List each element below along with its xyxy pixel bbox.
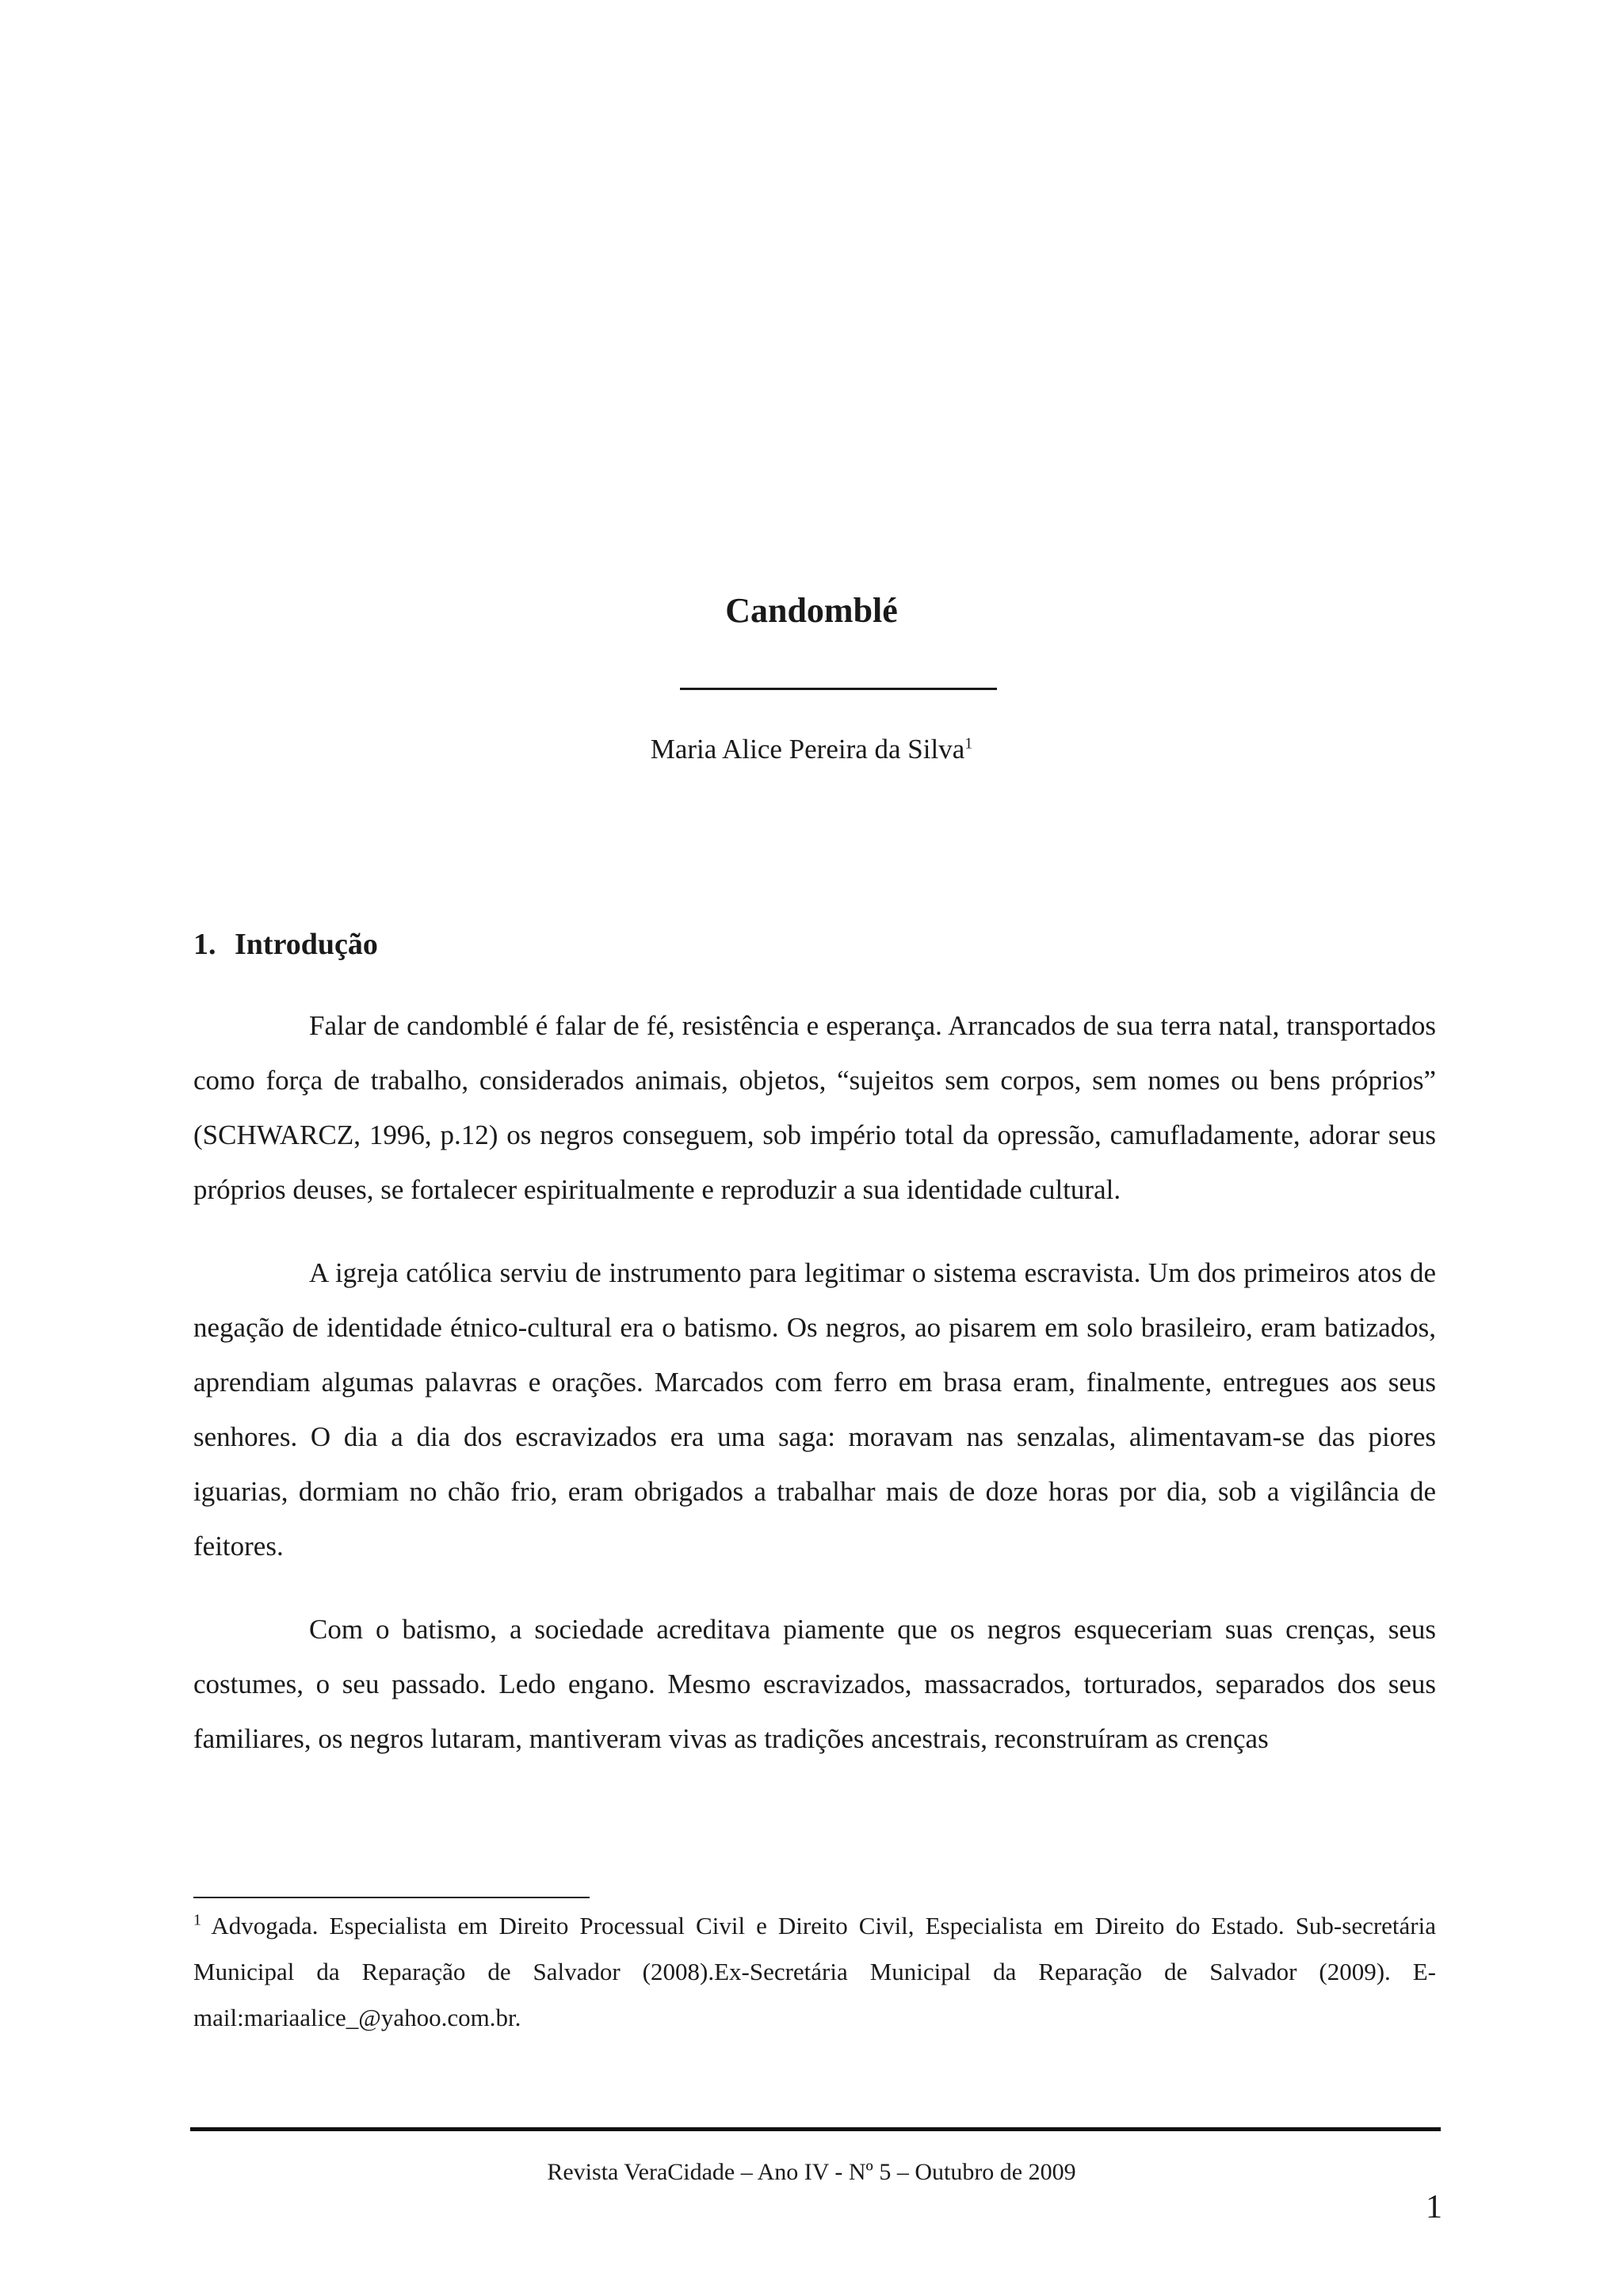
footnote-separator [193,1897,590,1898]
body-text [193,998,1436,1794]
footnote-text: Advogada. Especialista em Direito Processual Civil e Direito Civil, Especialista em Direito do Estado. Sub-secretária Municipal da Reparação de Salvador (2008).Ex-Secretária Municipal da Reparação de Salvador (2009). E-mail:mariaalice_@yahoo.com.br. [193,1912,1436,2031]
section-title: Introdução [235,928,378,961]
footer-rule [190,2127,1441,2131]
footnote-mark: 1 [193,1911,201,1929]
footnote [193,1903,1436,2041]
section-number: 1. [193,928,216,961]
title-underline [680,688,997,690]
paragraph: A igreja católica serviu de instrumento para legitimar o sistema escravista. Um dos primeiros atos de negação de identidade étnico-cultural era o batismo. Os negros, ao pisarem em solo brasileiro, eram batizados, aprendiam algumas palavras e orações. Marcados com ferro em brasa eram, finalmente, entregues aos seus senhores. O dia a dia dos escravizados era uma saga: moravam nas senzalas, alimentavam-se das piores iguarias, dormiam no chão frio, eram obrigados a trabalhar mais de doze horas por dia, sob a vigilância de feitores. [193,1257,1436,1562]
paragraph: Falar de candomblé é falar de fé, resistência e esperança. Arrancados de sua terra natal, transportados como força de trabalho, considerados animais, objetos, “sujeitos sem corpos, sem nomes ou bens próprios” (SCHWARCZ, 1996, p.12) os negros conseguem, sob império total da opressão, camufladamente, adorar seus próprios deuses, se fortalecer espiritualmente e reproduzir a sua identidade cultural. [193,1010,1436,1205]
page-number: 1 [1426,2189,1442,2225]
section-heading [193,927,378,962]
document-title: Candomblé [725,591,898,630]
author-name: Maria Alice Pereira da Silva [650,734,965,765]
journal-footer: Revista VeraCidade – Ano IV - Nº 5 – Outubro de 2009 [547,2159,1076,2185]
paragraph: Com o batismo, a sociedade acreditava piamente que os negros esqueceriam suas crenças, seus costumes, o seu passado. Ledo engano. Mesmo escravizados, massacrados, torturados, separados dos seus familiares, os negros lutaram, mantiveram vivas as tradições ancestrais, reconstruíram as crenças [193,1614,1436,1754]
author-line [0,734,1623,765]
author-footnote-mark: 1 [964,734,973,753]
